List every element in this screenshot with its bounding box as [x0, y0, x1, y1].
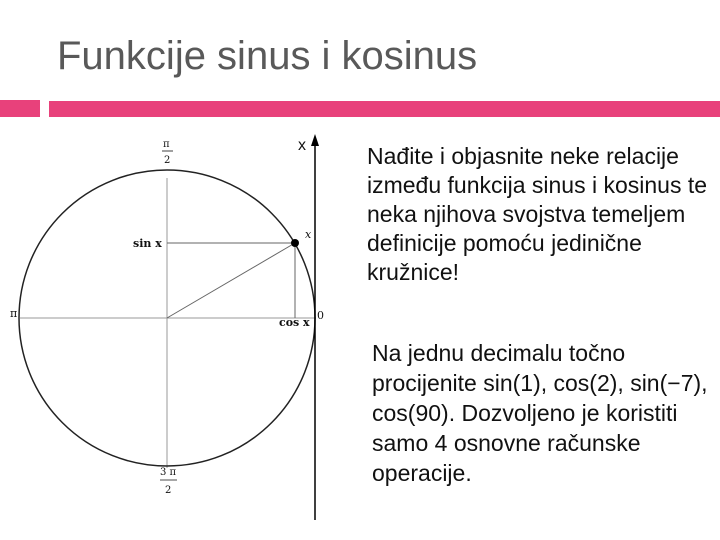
sin-x-label: sin x: [133, 237, 162, 250]
pi-label: π: [10, 307, 18, 320]
accent-block: [0, 100, 40, 117]
pi-half-numerator: π: [163, 139, 170, 150]
number-line-arrow: [311, 134, 319, 146]
unit-circle-diagram: [0, 128, 340, 528]
point-on-circle: [291, 239, 299, 247]
paragraph-estimates: Na jednu decimalu točno procijenite sin(1), cos(2), sin(−7), cos(90). Dozvoljeno je koristiti samo 4 osnovne računske operacije.: [372, 340, 708, 486]
point-x-label: x: [305, 228, 312, 241]
accent-gap: [40, 100, 49, 117]
slide-title: Funkcije sinus i kosinus: [57, 34, 478, 78]
zero-label: 0: [317, 309, 324, 322]
accent-bar: [49, 101, 720, 117]
paragraph-relations: Nađite i objasnite neke relacije između funkcija sinus i kosinus te neka njihova svojstva temeljem definicije pomoću jedinične kružnice!: [367, 143, 708, 285]
three-pi-half-denominator: 2: [165, 485, 172, 496]
three-pi-half-numerator: 3 π: [160, 467, 177, 478]
radius-line: [167, 243, 295, 318]
cos-x-label: cos x: [279, 316, 310, 329]
pi-half-denominator: 2: [164, 155, 171, 166]
x-axis-label: x: [298, 137, 306, 154]
